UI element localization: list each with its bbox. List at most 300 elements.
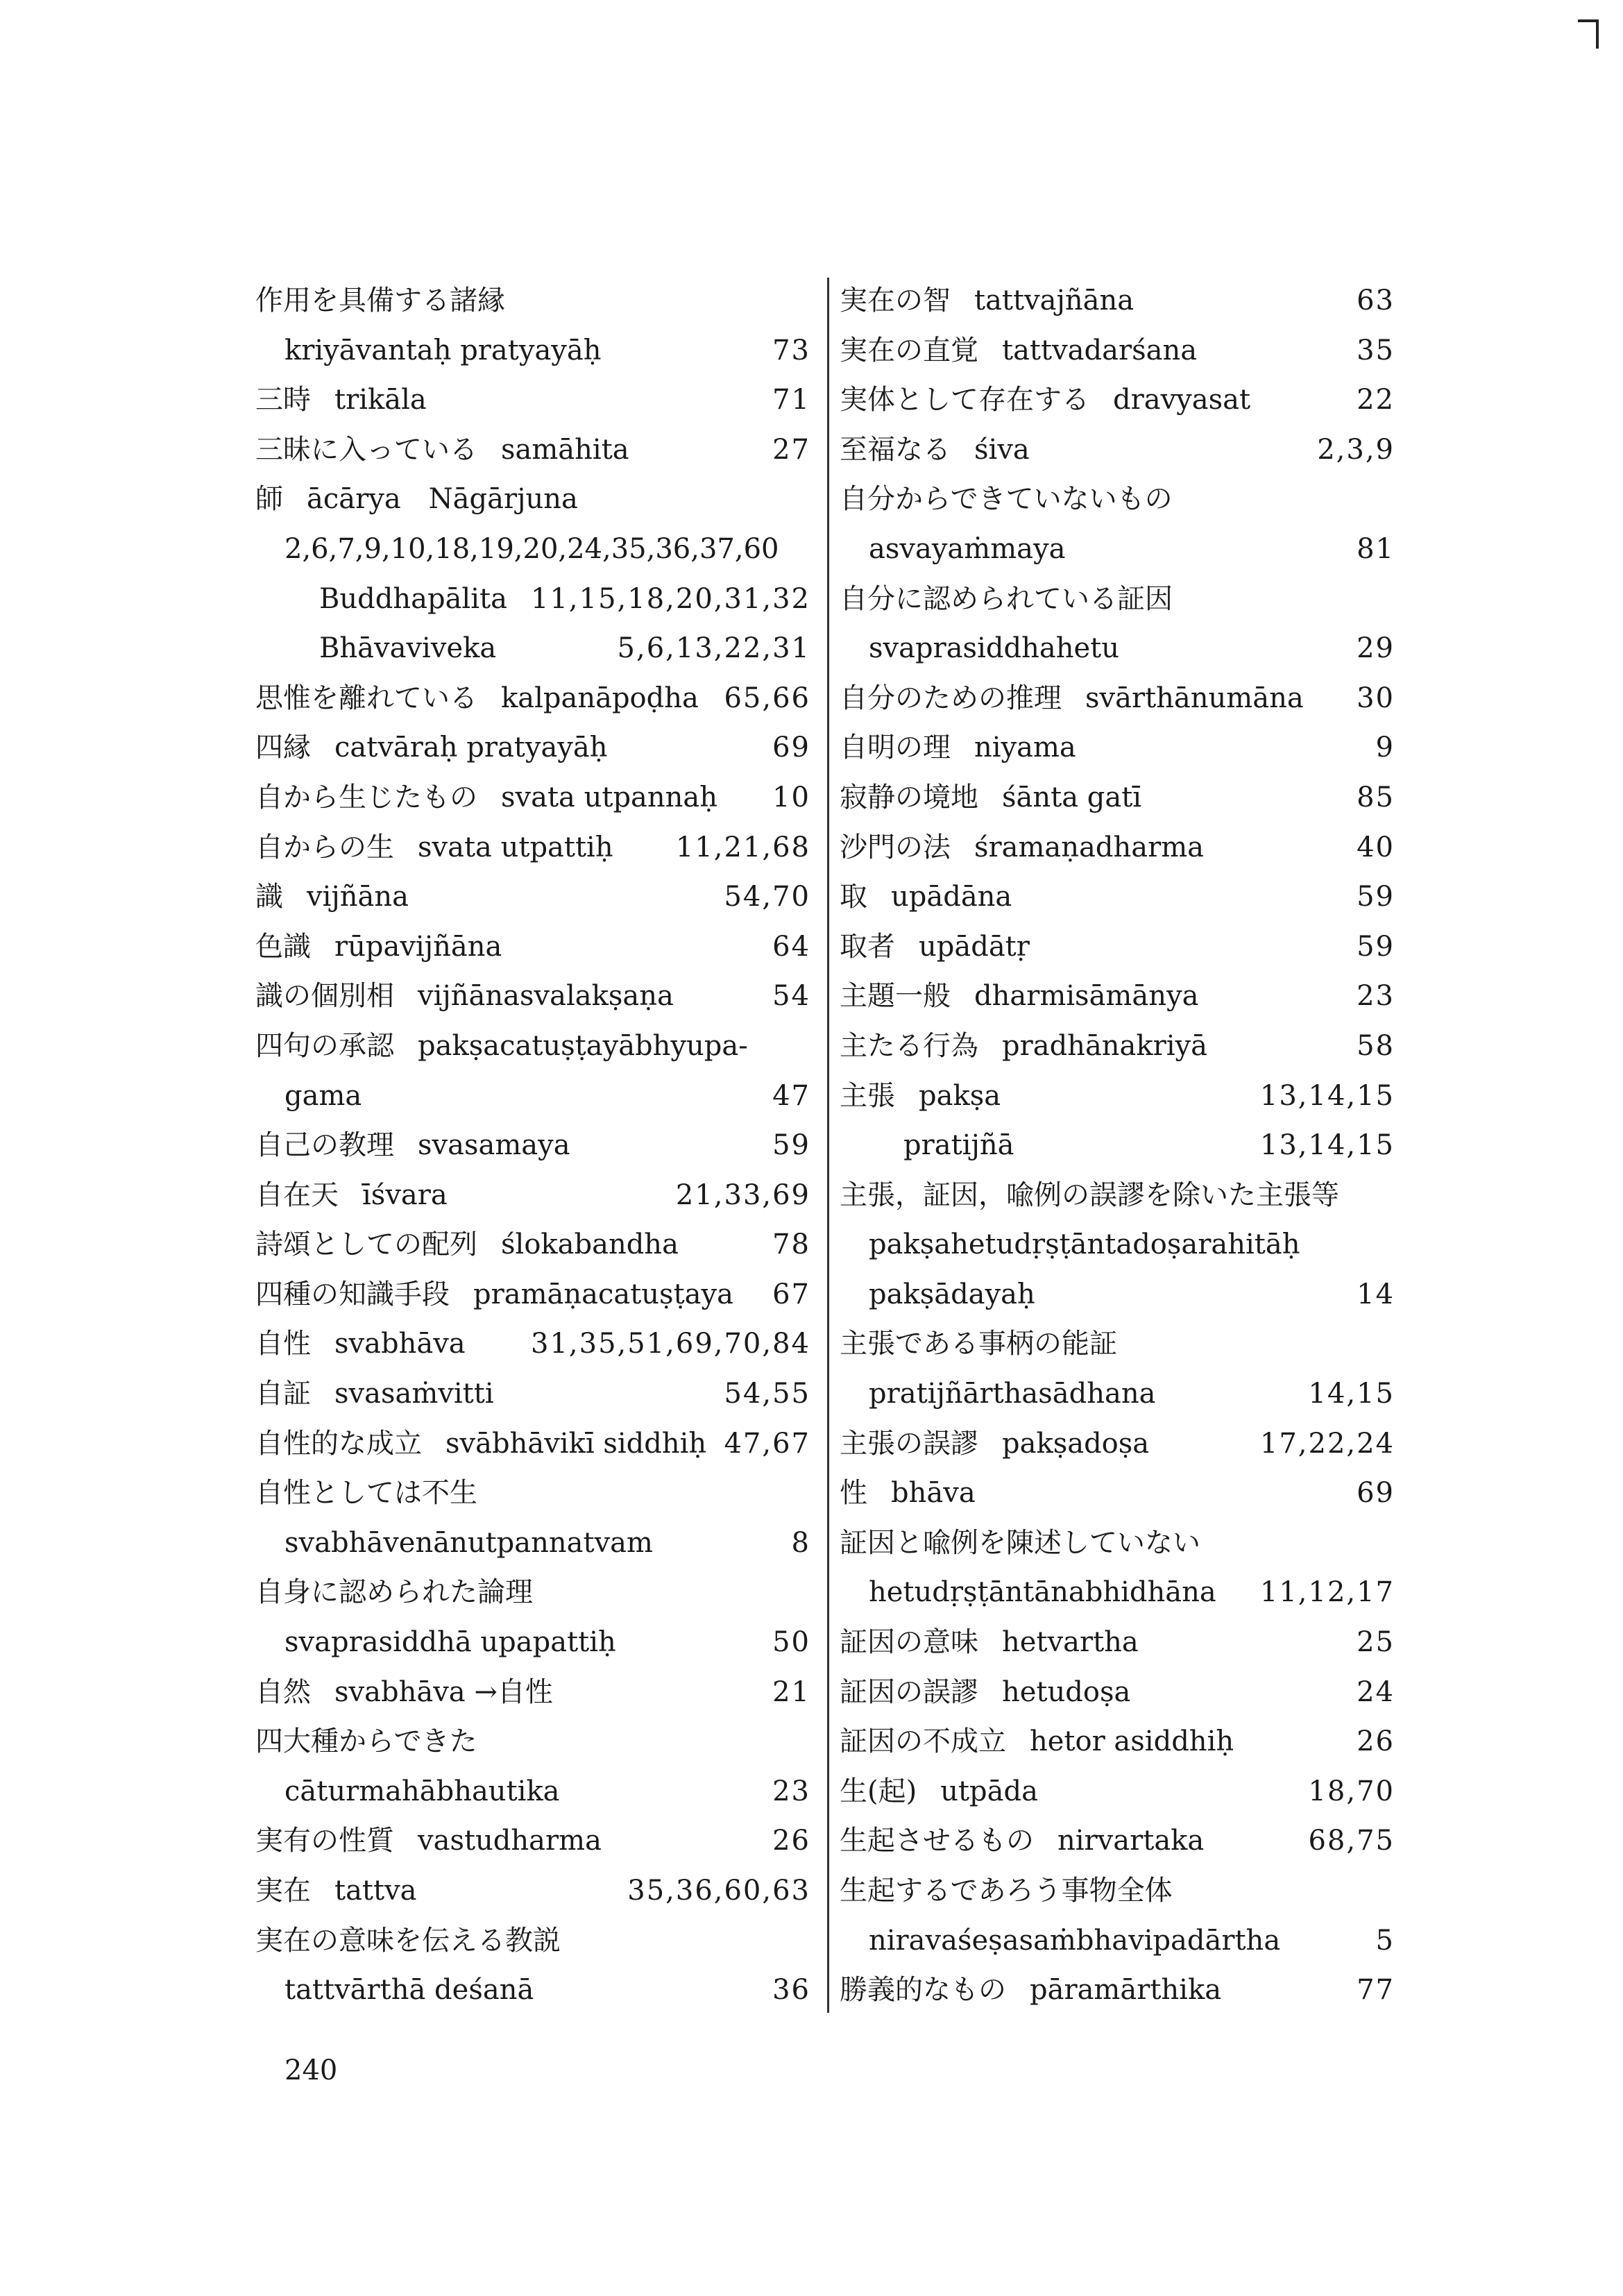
- page-refs: 58: [1357, 1029, 1395, 1062]
- index-entry: [255, 1767, 810, 1817]
- index-entry: [840, 1916, 1395, 1966]
- index-term: [840, 1618, 1139, 1668]
- term-text: svaprasiddhahetu: [869, 632, 1119, 665]
- sanskrit-term: upādātṛ: [919, 930, 1030, 963]
- index-term: [840, 674, 1304, 724]
- sanskrit-term: tattvadarśana: [1002, 334, 1198, 366]
- index-term: [255, 674, 699, 724]
- term-text: 証因と喩例を陳述していない: [840, 1526, 1200, 1559]
- index-term: [255, 823, 613, 873]
- term-text: Buddhapālita: [319, 582, 507, 615]
- term-text: 生起させるもの: [840, 1825, 1034, 1857]
- index-term: [840, 872, 1012, 922]
- term-text: 自己の教理: [255, 1129, 394, 1162]
- index-column-left: [255, 276, 810, 2016]
- sanskrit-term: svārthānumāna: [1085, 682, 1304, 714]
- sanskrit-term: hetor asiddhiḥ: [1030, 1725, 1234, 1758]
- page-refs: 54,70: [724, 881, 810, 913]
- sanskrit-term: upādāna: [891, 881, 1012, 913]
- term-text: cāturmahābhautika: [284, 1775, 560, 1807]
- term-text: 四縁: [255, 732, 311, 764]
- sanskrit-term: hetvartha: [1002, 1626, 1139, 1659]
- page-refs: 18,70: [1308, 1775, 1395, 1807]
- index-entry: [840, 922, 1395, 972]
- index-entry: [840, 475, 1395, 525]
- index-term: [255, 773, 717, 823]
- sanskrit-term: trikāla: [334, 384, 427, 416]
- index-entry: [255, 276, 810, 326]
- term-text: 色識: [255, 930, 311, 963]
- page-refs: 11,15,18,20,31,32: [531, 582, 810, 615]
- page-refs: 13,14,15: [1259, 1079, 1395, 1112]
- term-text: 勝義的なもの: [840, 1974, 1006, 2007]
- index-term: [284, 1519, 653, 1569]
- index-term: [255, 872, 409, 922]
- sanskrit-term: ślokabandha: [501, 1229, 679, 1261]
- index-term: [840, 276, 1134, 326]
- index-entry: [255, 1717, 810, 1767]
- term-text: 主張: [840, 1079, 895, 1112]
- index-entry: [255, 1419, 810, 1469]
- index-entry: [840, 823, 1395, 873]
- term-text: 証因の不成立: [840, 1725, 1006, 1758]
- index-term: [255, 723, 608, 773]
- page-refs: 21: [772, 1675, 810, 1708]
- sanskrit-term: hetudoṣa: [1002, 1675, 1131, 1708]
- term-text: kriyāvantaḥ pratyayāḥ: [284, 334, 602, 366]
- index-term: [255, 972, 674, 1022]
- sanskrit-term: bhāva: [891, 1477, 976, 1510]
- index-term: [255, 1866, 417, 1916]
- page-refs: 69: [1357, 1477, 1395, 1510]
- page-refs: 35: [1357, 334, 1395, 366]
- index-term: [284, 525, 779, 575]
- sanskrit-term: pāramārthika: [1030, 1974, 1222, 2007]
- index-term: [840, 1717, 1234, 1767]
- sanskrit-term: svabhāva →自性: [334, 1675, 553, 1708]
- term-text: 自分からできていないもの: [840, 483, 1173, 516]
- index-entry: [255, 1866, 810, 1916]
- scan-corner-mark: [1577, 15, 1606, 50]
- term-text: 識: [255, 881, 283, 913]
- term-text: 主題一般: [840, 980, 951, 1013]
- page-refs: 23: [1357, 980, 1395, 1013]
- sanskrit-term: pakṣacatuṣṭayābhyupa-: [418, 1029, 748, 1062]
- page-refs: 14: [1357, 1278, 1395, 1310]
- index-term: [284, 1767, 560, 1817]
- term-text: hetudṛṣṭāntānabhidhāna: [869, 1576, 1216, 1609]
- index-entry: [255, 674, 810, 724]
- sanskrit-term: śramaṇadharma: [974, 831, 1204, 863]
- sanskrit-term: rūpavijñāna: [334, 930, 502, 963]
- page-refs: 59: [1357, 881, 1395, 913]
- index-term: [319, 624, 496, 674]
- term-text: 自から生じたもの: [255, 781, 477, 813]
- index-entry: [840, 1519, 1395, 1569]
- term-text: pakṣahetudṛṣṭāntadoṣarahitāḥ: [869, 1229, 1300, 1261]
- term-text: 師: [255, 483, 283, 516]
- page-refs: 54: [772, 980, 810, 1013]
- index-entry: [840, 1171, 1395, 1221]
- term-text: pratijñā: [903, 1129, 1014, 1162]
- term-text: 三昧に入っている: [255, 433, 477, 466]
- term-text: 作用を具備する諸縁: [255, 285, 505, 316]
- index-term: [255, 375, 427, 425]
- page-refs: 59: [1357, 930, 1395, 963]
- index-term: [840, 1022, 1207, 1072]
- term-text: tattvārthā deśanā: [284, 1974, 534, 2007]
- index-entry: [255, 1072, 810, 1122]
- index-entry: [255, 972, 810, 1022]
- index-term: [255, 1319, 466, 1369]
- sanskrit-term: dharmisāmānya: [974, 980, 1199, 1013]
- index-entry: [840, 624, 1395, 674]
- index-entry: [840, 1816, 1395, 1866]
- page-refs: 24: [1357, 1675, 1395, 1708]
- page-refs: 67: [772, 1278, 810, 1310]
- page-refs: 30: [1357, 682, 1395, 714]
- page-refs: 10: [772, 781, 810, 813]
- term-text: niravaśeṣasaṁbhavipadārtha: [869, 1924, 1281, 1957]
- index-entry: [840, 276, 1395, 326]
- sanskrit-term: vijñānasvalakṣaṇa: [418, 980, 674, 1013]
- sanskrit-term: nirvartaka: [1057, 1825, 1205, 1857]
- sanskrit-term: svabhāva: [334, 1328, 466, 1360]
- index-term: [840, 1519, 1200, 1569]
- index-term: [255, 425, 629, 475]
- index-entry: [255, 1319, 810, 1369]
- page-refs: 23: [772, 1775, 810, 1807]
- index-entry: [840, 375, 1395, 425]
- term-text: gama: [284, 1079, 362, 1112]
- index-entry: [840, 1966, 1395, 2016]
- index-term: [255, 1717, 477, 1767]
- index-term: [255, 276, 505, 326]
- sanskrit-term: śānta gatī: [1002, 781, 1142, 813]
- index-term: [840, 922, 1030, 972]
- index-term: [840, 1866, 1173, 1916]
- index-term: [255, 1220, 679, 1270]
- index-entry: [840, 1618, 1395, 1668]
- index-entry: [840, 1369, 1395, 1419]
- index-entry: [255, 1022, 810, 1072]
- index-term: [840, 375, 1250, 425]
- term-text: 詩頌としての配列: [255, 1229, 477, 1261]
- index-entry: [255, 425, 810, 475]
- index-term: [840, 1469, 976, 1519]
- sanskrit-term: vijñāna: [307, 881, 409, 913]
- index-term: [255, 1022, 748, 1072]
- term-text: 至福なる: [840, 433, 951, 466]
- index-entry: [840, 1121, 1395, 1171]
- page-refs: 31,35,51,69,70,84: [531, 1328, 810, 1360]
- term-text: 自証: [255, 1378, 311, 1410]
- page-number: 240: [284, 2054, 338, 2086]
- sanskrit-term: ācārya Nāgārjuna: [307, 483, 578, 516]
- index-entry: [255, 326, 810, 376]
- term-text: 四種の知識手段: [255, 1278, 450, 1310]
- sanskrit-term: niyama: [974, 732, 1076, 764]
- index-term: [284, 1966, 534, 2016]
- index-term: [869, 1916, 1280, 1966]
- index-entry: [255, 1519, 810, 1569]
- index-entry: [840, 1270, 1395, 1320]
- index-entry: [840, 674, 1395, 724]
- sanskrit-term: īśvara: [362, 1179, 448, 1211]
- term-text: pratijñārthasādhana: [869, 1378, 1156, 1410]
- sanskrit-term: svasaṁvitti: [334, 1378, 494, 1410]
- term-text: 2,6,7,9,10,18,19,20,24,35,36,37,60: [284, 532, 779, 565]
- index-entry: [255, 1668, 810, 1718]
- index-term: [840, 773, 1141, 823]
- sanskrit-term: śiva: [974, 433, 1030, 466]
- index-term: [903, 1121, 1014, 1171]
- term-text: 自明の理: [840, 732, 951, 764]
- index-term: [869, 1270, 1035, 1320]
- sanskrit-term: utpāda: [940, 1775, 1038, 1807]
- term-text: 性: [840, 1477, 867, 1510]
- index-term: [840, 1966, 1221, 2016]
- page-refs: 63: [1357, 285, 1395, 316]
- index-entry: [255, 1966, 810, 2016]
- index-term: [284, 326, 602, 376]
- index-entry: [840, 972, 1395, 1022]
- index-entry: [255, 1220, 810, 1270]
- sanskrit-term: svata utpannaḥ: [501, 781, 718, 813]
- index-term: [869, 1568, 1216, 1618]
- term-text: 実在の智: [840, 285, 951, 316]
- page-refs: 5,6,13,22,31: [617, 632, 810, 665]
- index-term: [840, 1668, 1130, 1718]
- page-refs: 25: [1357, 1626, 1395, 1659]
- index-entry: [255, 1916, 810, 1966]
- index-term: [840, 1816, 1204, 1866]
- index-term: [319, 575, 507, 625]
- page-refs: 47,67: [724, 1427, 810, 1460]
- index-entry: [255, 1816, 810, 1866]
- index-entry: [840, 1419, 1395, 1469]
- index-entry: [255, 773, 810, 823]
- term-text: svaprasiddhā upapattiḥ: [284, 1626, 616, 1659]
- term-text: 思惟を離れている: [255, 682, 477, 714]
- page-refs: 21,33,69: [675, 1179, 810, 1211]
- index-entry: [840, 326, 1395, 376]
- index-entry: [255, 1568, 810, 1618]
- page-refs: 81: [1357, 532, 1395, 565]
- term-text: 証因の誤謬: [840, 1675, 978, 1708]
- sanskrit-term: dravyasat: [1113, 384, 1251, 416]
- index-entry: [255, 1121, 810, 1171]
- term-text: 四大種からできた: [255, 1725, 477, 1758]
- index-entry: [255, 475, 810, 525]
- index-entry: [840, 1668, 1395, 1718]
- page-refs: 35,36,60,63: [627, 1875, 810, 1907]
- page-refs: 77: [1357, 1974, 1395, 2007]
- index-entry: [840, 1022, 1395, 1072]
- index-term: [840, 1171, 1339, 1221]
- column-divider: [827, 278, 829, 2013]
- index-column-right: [840, 276, 1395, 2016]
- term-text: 取: [840, 881, 867, 913]
- index-entry: [840, 872, 1395, 922]
- index-term: [255, 1121, 570, 1171]
- index-entry: [255, 1270, 810, 1320]
- index-term: [255, 1270, 733, 1320]
- term-text: 主張である事柄の能証: [840, 1328, 1117, 1360]
- page-refs: 47: [772, 1079, 810, 1112]
- index-term: [869, 525, 1065, 575]
- page-refs: 5: [1375, 1924, 1395, 1957]
- index-term: [255, 1568, 533, 1618]
- index-term: [255, 1469, 477, 1519]
- sanskrit-term: svasamaya: [418, 1129, 570, 1162]
- page-refs: 11,12,17: [1259, 1576, 1395, 1609]
- term-text: 実在の直覚: [840, 334, 978, 366]
- index-term: [869, 1369, 1155, 1419]
- page-refs: 73: [772, 334, 810, 366]
- index-term: [255, 922, 502, 972]
- page-refs: 59: [772, 1129, 810, 1162]
- page-refs: 26: [1357, 1725, 1395, 1758]
- index-term: [840, 823, 1204, 873]
- term-text: 証因の意味: [840, 1626, 978, 1659]
- sanskrit-term: samāhita: [501, 433, 629, 466]
- term-text: 主張，証因，喩例の誤謬を除いた主張等: [840, 1179, 1339, 1211]
- index-entry: [255, 1469, 810, 1519]
- index-term: [840, 425, 1030, 475]
- index-term: [284, 1618, 616, 1668]
- term-text: 主たる行為: [840, 1029, 978, 1062]
- index-term: [840, 326, 1197, 376]
- index-term: [840, 1767, 1038, 1817]
- index-entry: [840, 773, 1395, 823]
- index-entry: [840, 723, 1395, 773]
- index-entry: [255, 1171, 810, 1221]
- index-term: [284, 1072, 362, 1122]
- index-entry: [255, 624, 810, 674]
- index-term: [255, 1816, 602, 1866]
- index-term: [255, 475, 578, 525]
- term-text: 自性としては不生: [255, 1477, 477, 1510]
- page-refs: 71: [772, 384, 810, 416]
- index-term: [255, 1419, 706, 1469]
- index-entry: [840, 425, 1395, 475]
- term-text: 実有の性質: [255, 1825, 394, 1857]
- sanskrit-term: svābhāvikī siddhiḥ: [445, 1427, 707, 1460]
- term-text: 四句の承認: [255, 1029, 394, 1062]
- index-entry: [255, 375, 810, 425]
- index-term: [840, 475, 1173, 525]
- index-term: [840, 1072, 1001, 1122]
- page-refs: 11,21,68: [675, 831, 810, 863]
- page-refs: 36: [772, 1974, 810, 2007]
- index-term: [869, 1220, 1300, 1270]
- term-text: 主張の誤謬: [840, 1427, 978, 1460]
- sanskrit-term: tattva: [334, 1875, 417, 1907]
- index-entry: [255, 723, 810, 773]
- term-text: 沙門の法: [840, 831, 951, 863]
- page-refs: 40: [1357, 831, 1395, 863]
- index-entry: [255, 1369, 810, 1419]
- term-text: Bhāvaviveka: [319, 632, 497, 665]
- index-term: [869, 624, 1119, 674]
- page-refs: 68,75: [1308, 1825, 1395, 1857]
- term-text: 三時: [255, 384, 311, 416]
- page-refs: 69: [772, 732, 810, 764]
- index-entry: [255, 575, 810, 625]
- page-refs: 27: [772, 433, 810, 466]
- page-refs: 85: [1357, 781, 1395, 813]
- term-text: svabhāvenānutpannatvam: [284, 1526, 653, 1559]
- term-text: asvayaṁmaya: [869, 532, 1066, 565]
- page-refs: 65,66: [724, 682, 810, 714]
- sanskrit-term: catvāraḥ pratyayāḥ: [334, 732, 608, 764]
- page-refs: 29: [1357, 632, 1395, 665]
- term-text: 自分のための推理: [840, 682, 1062, 714]
- term-text: 自身に認められた論理: [255, 1576, 533, 1609]
- page-refs: 22: [1357, 384, 1395, 416]
- sanskrit-term: pradhānakriyā: [1002, 1029, 1207, 1062]
- index-entry: [840, 1319, 1395, 1369]
- term-text: 実在: [255, 1875, 311, 1907]
- index-entry: [255, 525, 810, 575]
- term-text: 生(起): [840, 1775, 917, 1807]
- index-entry: [840, 1220, 1395, 1270]
- page-refs: 26: [772, 1825, 810, 1857]
- term-text: 自性的な成立: [255, 1427, 422, 1460]
- page-refs: 17,22,24: [1259, 1427, 1395, 1460]
- sanskrit-term: tattvajñāna: [974, 285, 1135, 316]
- index-term: [255, 1369, 494, 1419]
- term-text: 識の個別相: [255, 980, 394, 1013]
- index-term: [840, 1319, 1117, 1369]
- term-text: 自然: [255, 1675, 311, 1708]
- index-term: [255, 1668, 553, 1718]
- sanskrit-term: kalpanāpoḍha: [501, 682, 699, 714]
- term-text: pakṣādayaḥ: [869, 1278, 1035, 1310]
- index-entry: [840, 1469, 1395, 1519]
- sanskrit-term: vastudharma: [418, 1825, 602, 1857]
- term-text: 寂静の境地: [840, 781, 978, 813]
- page-refs: 8: [791, 1526, 810, 1559]
- page-refs: 78: [772, 1229, 810, 1261]
- term-text: 自分に認められている証因: [840, 582, 1173, 615]
- index-entry: [255, 922, 810, 972]
- index-entry: [255, 1618, 810, 1668]
- page-refs: 2,3,9: [1317, 433, 1395, 466]
- index-entry: [255, 872, 810, 922]
- index-entry: [840, 1072, 1395, 1122]
- page-refs: 50: [772, 1626, 810, 1659]
- term-text: 自性: [255, 1328, 311, 1360]
- index-term: [840, 972, 1198, 1022]
- index-entry: [840, 1568, 1395, 1618]
- index-term: [255, 1171, 448, 1221]
- term-text: 自からの生: [255, 831, 394, 863]
- page-refs: 54,55: [724, 1378, 810, 1410]
- index-term: [840, 575, 1173, 625]
- index-term: [840, 1419, 1149, 1469]
- page-refs: 9: [1375, 732, 1395, 764]
- index-term: [840, 723, 1076, 773]
- sanskrit-term: pakṣadoṣa: [1002, 1427, 1150, 1460]
- term-text: 生起するであろう事物全体: [840, 1875, 1173, 1907]
- term-text: 自在天: [255, 1179, 339, 1211]
- sanskrit-term: svata utpattiḥ: [418, 831, 613, 863]
- page-refs: 14,15: [1308, 1378, 1395, 1410]
- term-text: 取者: [840, 930, 895, 963]
- index-entry: [255, 823, 810, 873]
